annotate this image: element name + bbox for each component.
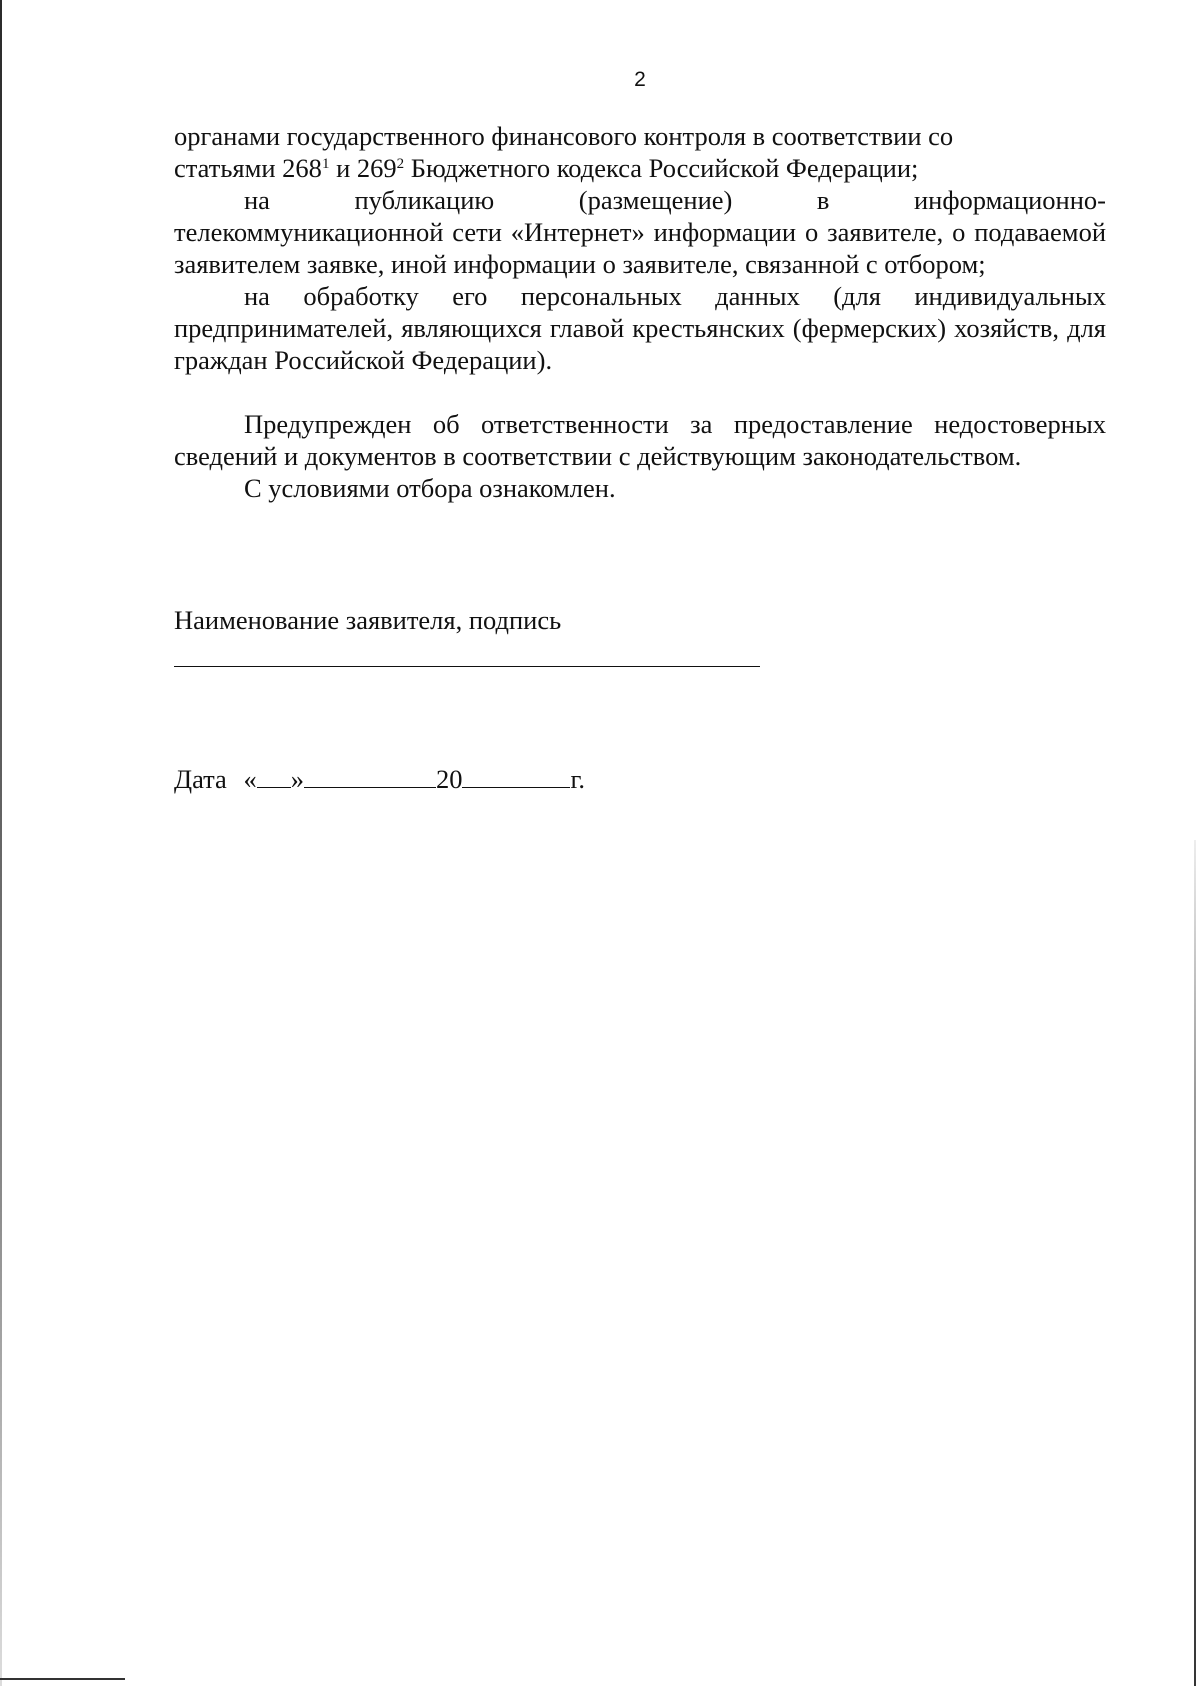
year-suffix: г. xyxy=(570,764,585,794)
date-row xyxy=(174,764,585,795)
paragraph-text: статьями 268 xyxy=(174,153,322,183)
signature-line xyxy=(174,666,760,667)
paragraph-personal-data: на обработку его персональных данных (для индивидуальных предпринимателей, являющихся главой крестьянских (фермерских) хозяйств, для граждан Российской Федерации). xyxy=(174,281,1106,375)
day-blank xyxy=(257,765,291,788)
paragraph-warning: Предупрежден об ответственности за предоставление недостоверных сведений и документов в соответствии с действующим законодательством. xyxy=(174,409,1106,471)
signature-label: Наименование заявителя, подпись xyxy=(174,605,562,635)
date-close-quote: » xyxy=(290,764,304,794)
document-body xyxy=(174,120,1106,504)
scan-edge-left xyxy=(0,0,2,1686)
superscript: 1 xyxy=(321,156,330,172)
paragraph-financial-control xyxy=(174,120,1106,184)
scan-edge-right xyxy=(1194,840,1196,1686)
superscript: 2 xyxy=(396,156,405,172)
paragraph-acknowledgement: С условиями отбора ознакомлен. xyxy=(244,473,616,503)
year-blank xyxy=(462,765,570,788)
paragraph-gap xyxy=(174,376,1106,408)
year-prefix: 20 xyxy=(435,764,463,794)
month-blank xyxy=(304,765,436,788)
scan-edge-bottom xyxy=(0,1678,125,1680)
date-label: Дата xyxy=(174,764,227,794)
paragraph-text: органами государственного финансового контроля в соответствии со xyxy=(174,121,954,151)
date-open-quote: « xyxy=(243,764,257,794)
paragraph-text: Бюджетного кодекса Российской Федерации; xyxy=(404,153,919,183)
paragraph-text: и 269 xyxy=(329,153,397,183)
paragraph-publication-rest: телекоммуникационной сети «Интернет» информации о заявителе, о подаваемой заявителем заявке, иной информации о заявителе, связанной с отбором; xyxy=(174,217,1106,279)
paragraph-publication-line1: на публикацию (размещение) в информационно- xyxy=(244,185,1106,215)
page-number: 2 xyxy=(634,68,646,91)
